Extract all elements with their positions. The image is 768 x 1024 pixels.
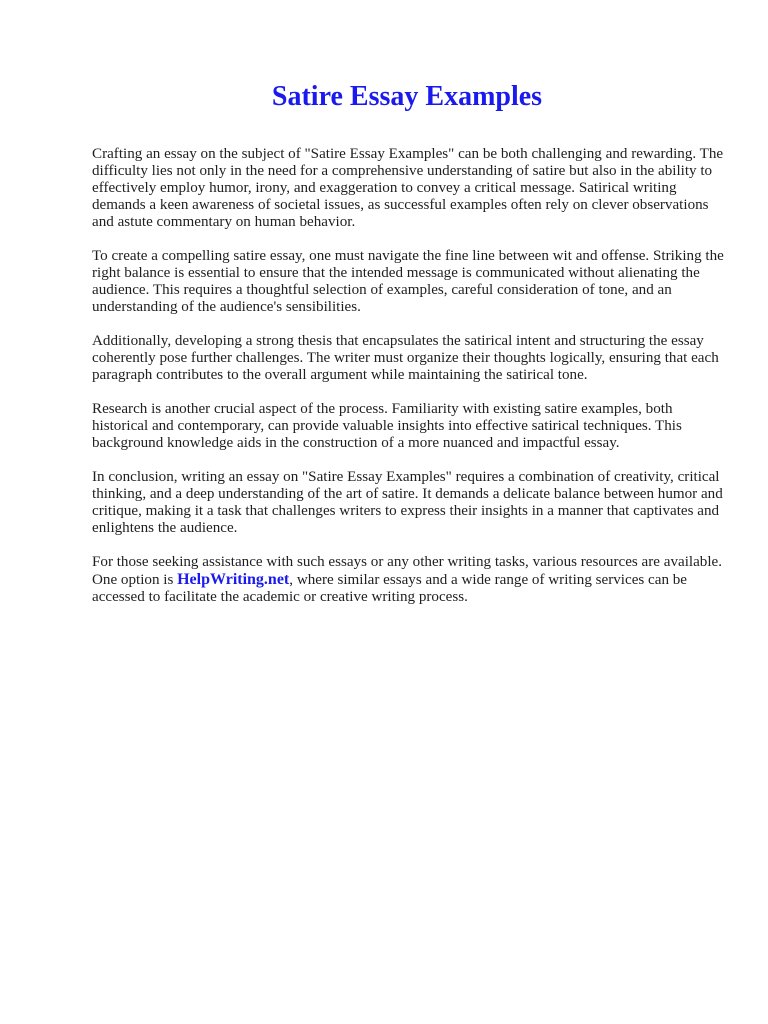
body-paragraph-5: In conclusion, writing an essay on "Satire Essay Examples" requires a combination of creativity, critical thinking, and a deep understanding of the art of satire. It demands a delicate balance between humor and critique, making it a task that challenges writers to express their insights in a manner that captivates and enlightens the audience.	[92, 469, 723, 536]
body-paragraph-2: To create a compelling satire essay, one must navigate the fine line between wit and offense. Striking the right balance is essential to ensure that the intended message is communicated without alienating the audience. This requires a thoughtful selection of examples, careful consideration of tone, and an understanding of the audience's sensibilities.	[92, 248, 724, 315]
document-body	[92, 146, 732, 623]
body-paragraph-3: Additionally, developing a strong thesis that encapsulates the satirical intent and structuring the essay coherently pose further challenges. The writer must organize their thoughts logically, ensuring that each paragraph contributes to the overall argument while maintaining the satirical tone.	[92, 333, 719, 383]
helpwriting-link[interactable]: HelpWriting.net	[177, 571, 290, 588]
closing-paragraph	[92, 554, 732, 606]
body-paragraph-1: Crafting an essay on the subject of "Satire Essay Examples" can be both challenging and rewarding. The difficulty lies not only in the need for a comprehensive understanding of satire but also in the ability to effectively employ humor, irony, and exaggeration to convey a critical message. Satirical writing demands a keen awareness of societal issues, as successful examples often rely on clever observations and astute commentary on human behavior.	[92, 146, 724, 230]
closing-text-before: For those seeking assistance with such essays or any other writing tasks, various resources are available. One option is	[92, 554, 722, 588]
body-paragraph-4: Research is another crucial aspect of the process. Familiarity with existing satire examples, both historical and contemporary, can provide valuable insights into effective satirical techniques. This background knowledge aids in the construction of a more nuanced and impactful essay.	[92, 401, 682, 451]
closing-text-after: , where similar essays and a wide range of writing services can be accessed to facilitate the academic or creative writing process.	[92, 572, 688, 605]
document-title: Satire Essay Examples	[271, 81, 543, 112]
